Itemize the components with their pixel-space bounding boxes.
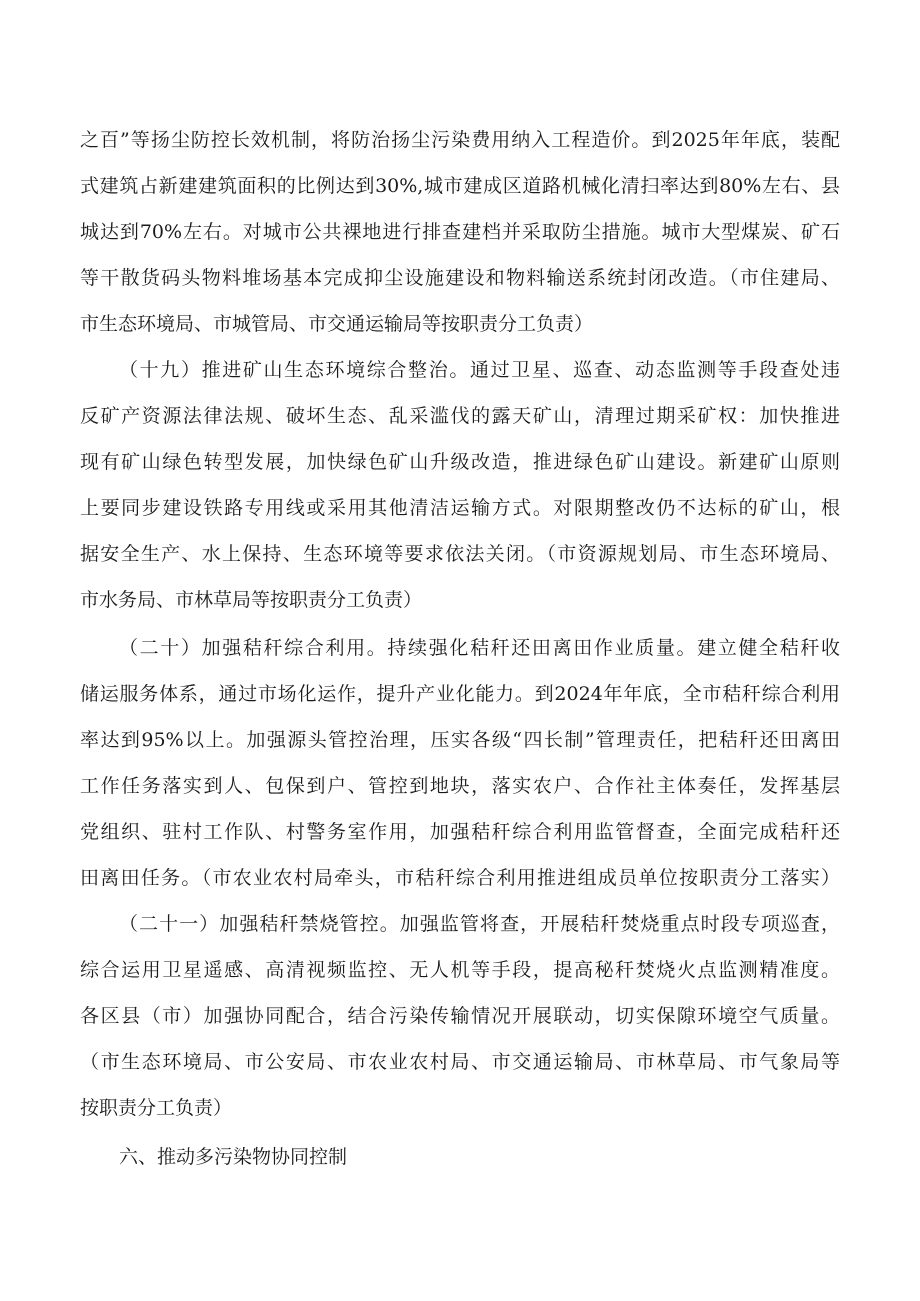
paragraph-1-line-5: 市生态环境局、市城管局、市交通运输局等按职责分工负责）	[80, 313, 594, 335]
paragraph-1-line-3: 城达到70%左右。对城市公共裸地进行排查建档并采取防尘措施。城市大型煤炭、矿石	[80, 221, 840, 243]
paragraph-1-line-2: 式建筑占新建建筑面积的比例达到30%,城市建成区道路机械化清扫率达到80%左右、县	[80, 175, 840, 197]
paragraph-3-line-6: 田离田任务。（市农业农村局牵头，市秸秆综合利用推进组成员单位按职责分工落实）	[80, 867, 840, 889]
paragraph-4-line-1: （二十一）加强秸秆禁烧管控。加强监管将查，开展秸秆焚烧重点时段专项巡査，	[119, 913, 840, 935]
paragraph-4-line-4: （市生态环境局、市公安局、市农业农村局、市交通运输局、市林草局、市气象局等	[80, 1051, 840, 1073]
paragraph-2-line-6: 市水务局、市林草局等按职责分工负责）	[80, 589, 423, 611]
paragraph-4-line-5: 按职责分工负责）	[80, 1097, 233, 1119]
paragraph-3-line-4: 工作任务落实到人、包保到户、管控到地块，落实农户、合作社主体奏任，发挥基层	[80, 775, 840, 797]
paragraph-3-line-1: （二十）加强秸秆综合利用。持续强化秸秆还田离田作业质量。建立健全秸秆收	[119, 637, 840, 659]
paragraph-3-line-2: 储运服务体系，通过市场化运作，提升产业化能力。到2024年年底，全市秸秆综合利用	[80, 683, 840, 705]
paragraph-3-line-3: 率达到95%以上。加强源头管控治理，压实各级“四长制”管理责任，把秸秆还田离田	[80, 729, 840, 751]
paragraph-2-line-1: （十九）推进矿山生态环境综合整治。通过卫星、巡查、动态监测等手段查处违	[119, 359, 840, 381]
paragraph-2-line-4: 上要同步建设铁路专用线或采用其他清洁运输方式。对限期整改仍不达标的矿山，根	[80, 497, 840, 519]
paragraph-1-line-4: 等干散货码头物料堆场基本完成抑尘设施建设和物料输送系统封闭改造。（市住建局、	[80, 267, 840, 289]
paragraph-4-line-2: 综合运用卫星遥感、高清视频监控、无人机等手段，提高秘秆焚烧火点监测精准度。	[80, 959, 840, 981]
paragraph-2-line-3: 现有矿山绿色转型发展，加快绿色矿山升级改造，推进绿色矿山建设。新建矿山原则	[80, 451, 840, 473]
paragraph-3-line-5: 党组织、驻村工作队、村警务室作用，加强秸秆综合利用监管督查，全面完成秸秆还	[80, 821, 840, 843]
paragraph-4-line-3: 各区县（市）加强协同配合，结合污染传输情况开展联动，切实保隙环境空气质量。	[80, 1005, 840, 1027]
section-heading: 六、推动多污染物协同控制	[119, 1146, 348, 1168]
paragraph-2-line-2: 反矿产资源法律法规、破坏生态、乱采滥伐的露天矿山，清理过期采矿权：加快推进	[80, 405, 840, 427]
paragraph-2-line-5: 据安全生产、水上保持、生态环境等要求依法关闭。（市资源规划局、市生态环境局、	[80, 543, 840, 565]
paragraph-1-line-1: 之百”等扬尘防控长效机制，将防治扬尘污染费用纳入工程造价。到2025年年底，装配	[80, 129, 840, 151]
